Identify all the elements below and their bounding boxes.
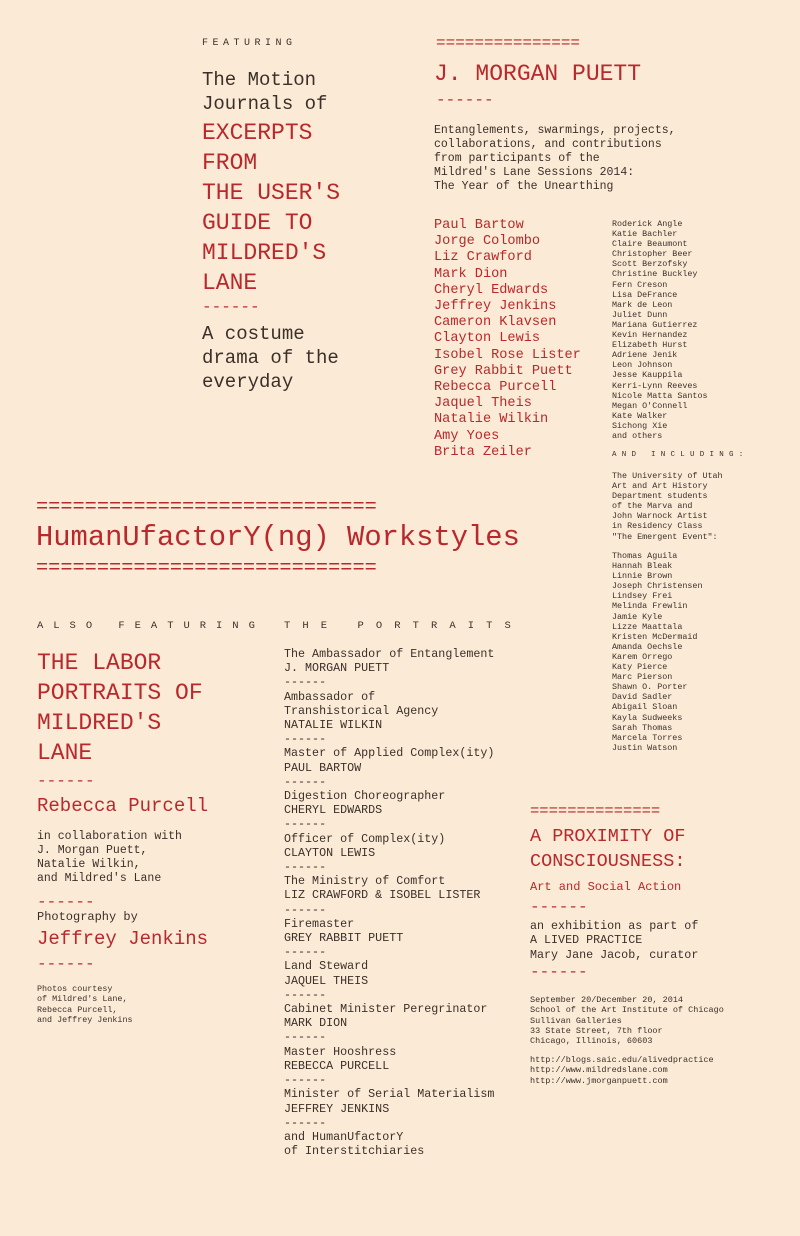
url-list [530, 1055, 714, 1086]
other-participant-name: Christine Buckley [612, 269, 698, 280]
student-name: Marc Pierson [612, 672, 673, 683]
student-name: Justin Watson [612, 742, 678, 753]
utah-line: of the Marva and [612, 501, 693, 512]
title-line: THE USER'S [202, 180, 341, 206]
portrait-person: CLAYTON LEWIS [284, 845, 376, 860]
other-participant-name: Christopher Beer [612, 249, 693, 260]
photography-label: Photography by [37, 910, 138, 924]
portrait-role: Master of Applied Complex(ity) [284, 746, 495, 761]
other-participant-name: Kerri-Lynn Reeves [612, 380, 698, 391]
other-participant-name: Jesse Kauppila [612, 370, 683, 381]
exhibition-line: an exhibition as part of [530, 919, 699, 933]
other-participant-name: Fern Creson [612, 279, 668, 290]
courtesy-line: of Mildred's Lane, [37, 994, 128, 1005]
student-name: Kristen McDermaid [612, 631, 698, 642]
participant-name: Grey Rabbit Puett [434, 363, 573, 379]
description-line: Entanglements, swarmings, projects, [434, 124, 676, 137]
other-participant-name: Kate Walker [612, 410, 668, 421]
featuring-dash: ------ [202, 298, 260, 316]
student-name: Thomas Aguila [612, 551, 678, 561]
featuring-intro: The Motion Journals of [202, 69, 328, 115]
other-participant-name: and others [612, 430, 663, 441]
participant-name: Paul Bartow [434, 218, 524, 233]
portrait-person: JEFFREY JENKINS [284, 1101, 390, 1116]
participant-name: Liz Crawford [434, 250, 532, 266]
participants-list [434, 218, 581, 461]
participant-name: Clayton Lewis [434, 331, 541, 347]
portrait-role: Officer of Complex(ity) [284, 831, 446, 846]
description-line: from participants of the [434, 152, 600, 165]
portrait-role: Digestion Choreographer [284, 789, 446, 804]
labor-portraits-title [37, 648, 203, 768]
also-featuring-label: ALSO FEATURING [37, 620, 265, 632]
utah-line: in Residency Class [612, 521, 703, 532]
others-list [612, 219, 708, 441]
portrait-person: PAUL BARTOW [284, 760, 362, 775]
venue-line: Sullivan Galleries [530, 1015, 622, 1026]
utah-line: Art and Art History [612, 481, 708, 492]
portrait-separator: ------ [284, 774, 327, 789]
utah-line: Department students [612, 491, 708, 502]
title-line: A PROXIMITY OF [530, 826, 686, 847]
title-line: FROM [202, 150, 258, 176]
title-line: PORTRAITS OF [37, 680, 203, 706]
photographer-name: Jeffrey Jenkins [37, 928, 209, 950]
other-participant-name: Nicole Matta Santos [612, 390, 708, 401]
collab-line: J. Morgan Puett, [37, 844, 148, 857]
other-participant-name: Kevin Hernandez [612, 330, 688, 341]
participant-name: Amy Yoes [434, 428, 500, 444]
description-line: collaborations, and contributions [434, 138, 662, 151]
student-name: Katy Pierce [612, 662, 668, 673]
title-line: THE LABOR [37, 650, 162, 676]
subtitle-line: everyday [202, 371, 294, 393]
portrait-role: The Ministry of Comfort [284, 874, 446, 889]
portrait-person: GREY RABBIT PUETT [284, 931, 404, 946]
other-participant-name: Claire Beaumont [612, 239, 688, 250]
student-name: Lizze Maattala [612, 621, 683, 632]
utah-line: The University of Utah [612, 471, 723, 481]
workstyles-title: HumanUfactorY(ng) Workstyles [36, 521, 520, 554]
participant-name: Natalie Wilkin [434, 412, 549, 428]
collab-line: and Mildred's Lane [37, 872, 162, 885]
student-name: Karem Orrego [612, 651, 673, 662]
puett-name: J. MORGAN PUETT [434, 61, 642, 87]
proximity-dash-2: ------ [530, 963, 588, 981]
student-name: Melinda Frewlin [612, 601, 688, 612]
participant-name: Jeffrey Jenkins [434, 299, 557, 315]
portrait-separator: ------ [284, 1030, 327, 1045]
subtitle-line: drama of the [202, 347, 339, 369]
other-participant-name: Katie Bachler [612, 229, 678, 240]
portrait-separator: ------ [284, 902, 327, 917]
workstyles-rule-bottom: ============================ [36, 557, 377, 580]
portrait-person: NATALIE WILKIN [284, 718, 383, 733]
featuring-label: FEATURING [202, 38, 297, 49]
subtitle-line: A costume [202, 323, 305, 345]
student-name: Abigail Sloan [612, 702, 678, 713]
venue-line: 33 State Street, 7th floor [530, 1025, 663, 1036]
puett-rule: =============== [436, 34, 581, 52]
participant-name: Jorge Colombo [434, 234, 541, 250]
featuring-subtitle [202, 322, 339, 394]
portrait-role: Land Steward [284, 959, 369, 974]
portrait-role: Master Hooshress [284, 1044, 397, 1059]
participant-name: Isobel Rose Lister [434, 347, 581, 363]
other-participant-name: Sichong Xie [612, 420, 668, 431]
portrait-separator: ------ [284, 860, 327, 875]
other-participant-name: Adriene Jenik [612, 350, 678, 361]
student-name: Sarah Thomas [612, 722, 673, 733]
portrait-closing-line: of Interstitchiaries [284, 1144, 425, 1159]
url-line: http://www.jmorganpuett.com [530, 1075, 668, 1086]
portrait-separator: ------ [284, 732, 327, 747]
portrait-person: CHERYL EDWARDS [284, 803, 383, 818]
collab-line: Natalie Wilkin, [37, 858, 141, 871]
portrait-person: JAQUEL THEIS [284, 973, 369, 988]
other-participant-name: Megan O'Connell [612, 400, 688, 411]
exhibition-info [530, 919, 698, 962]
other-participant-name: Mark de Leon [612, 299, 673, 310]
portrait-role: Ambassador of [284, 689, 376, 704]
other-participant-name: Juliet Dunn [612, 309, 668, 320]
student-name: Shawn O. Porter [612, 682, 688, 693]
student-name: Marcela Torres [612, 732, 683, 743]
portrait-person: LIZ CRAWFORD & ISOBEL LISTER [284, 888, 481, 903]
title-line: EXCERPTS [202, 120, 313, 146]
portrait-person: J. MORGAN PUETT [284, 661, 390, 676]
collaboration-credits [37, 830, 182, 886]
other-participant-name: Leon Johnson [612, 360, 673, 371]
featuring-title [202, 118, 340, 298]
portrait-role: Firemaster [284, 916, 355, 931]
puett-description [434, 124, 676, 194]
other-participant-name: Lisa DeFrance [612, 289, 678, 300]
participant-name: Jaquel Theis [434, 396, 532, 412]
venue-line: Chicago, Illinois, 60603 [530, 1036, 653, 1047]
other-participant-name: Mariana Gutierrez [612, 319, 698, 330]
url-line: http://blogs.saic.edu/alivedpractice [530, 1055, 714, 1065]
portrait-separator: ------ [284, 987, 327, 1002]
portrait-role: Transhistorical Agency [284, 703, 439, 718]
other-participant-name: Elizabeth Hurst [612, 340, 688, 351]
participant-name: Rebecca Purcell [434, 380, 557, 396]
student-name: Lindsey Frei [612, 591, 673, 602]
proximity-dash-1: ------ [530, 898, 588, 916]
portrait-separator: ------ [284, 817, 327, 832]
also-dash-1: ------ [37, 772, 95, 790]
portrait-closing-line: and HumanUfactorY [284, 1129, 404, 1144]
exhibition-line: Mary Jane Jacob, curator [530, 947, 699, 962]
other-participant-name: Scott Berzofsky [612, 259, 688, 270]
portrait-role: The Ambassador of Entanglement [284, 647, 495, 661]
portrait-separator: ------ [284, 945, 327, 960]
participant-name: Mark Dion [434, 266, 508, 282]
author-name: Rebecca Purcell [37, 795, 209, 817]
title-line: LANE [202, 270, 258, 296]
url-line: http://www.mildredslane.com [530, 1065, 668, 1076]
exhibition-line: A LIVED PRACTICE [530, 933, 643, 948]
participant-name: Cheryl Edwards [434, 282, 549, 298]
proximity-rule: ============== [530, 802, 661, 820]
title-line: CONSCIOUSNESS: [530, 851, 686, 872]
including-label: AND INCLUDING: [612, 451, 749, 459]
proximity-subtitle: Art and Social Action [530, 880, 682, 894]
description-line: The Year of the Unearthing [434, 180, 614, 193]
venue-info [530, 995, 724, 1046]
courtesy-line: Rebecca Purcell, [37, 1004, 118, 1015]
student-name: Linnie Brown [612, 571, 673, 582]
participant-name: Cameron Klavsen [434, 315, 557, 331]
student-name: Hannah Bleak [612, 561, 673, 572]
portrait-person: REBECCA PURCELL [284, 1058, 390, 1073]
student-name: Joseph Christensen [612, 581, 703, 592]
venue-line: September 20/December 20, 2014 [530, 995, 684, 1005]
title-line: GUIDE TO [202, 210, 313, 236]
portrait-role: Cabinet Minister Peregrinator [284, 1002, 488, 1017]
description-line: Mildred's Lane Sessions 2014: [434, 166, 635, 179]
courtesy-line: Photos courtesy [37, 984, 113, 994]
student-name: Amanda Oechsle [612, 641, 683, 652]
title-line: MILDRED'S [202, 240, 327, 266]
student-name: Jamie Kyle [612, 611, 663, 622]
title-line: MILDRED'S [37, 710, 162, 736]
participant-name: Brita Zeiler [434, 444, 532, 460]
utah-line: "The Emergent Event": [612, 531, 718, 542]
venue-line: School of the Art Institute of Chicago [530, 1005, 724, 1016]
portraits-list [284, 647, 494, 1158]
student-name: David Sadler [612, 692, 673, 703]
other-participant-name: Roderick Angle [612, 219, 683, 229]
title-line: LANE [37, 740, 93, 766]
photo-courtesy [37, 984, 133, 1025]
portrait-separator: ------ [284, 1073, 327, 1088]
proximity-title [530, 824, 685, 874]
students-list [612, 551, 702, 753]
collab-line: in collaboration with [37, 830, 182, 843]
portraits-label: THE PORTRAITS [284, 620, 523, 632]
portrait-separator: ------ [284, 1115, 327, 1130]
puett-dash: ------ [436, 91, 494, 109]
also-dash-2: ------ [37, 893, 95, 911]
portrait-separator: ------ [284, 675, 327, 690]
student-name: Kayla Sudweeks [612, 712, 683, 723]
portrait-person: MARK DION [284, 1016, 348, 1031]
courtesy-line: and Jeffrey Jenkins [37, 1014, 133, 1025]
also-dash-3: ------ [37, 955, 95, 973]
utah-line: John Warnock Artist [612, 511, 708, 522]
portrait-role: Minister of Serial Materialism [284, 1087, 495, 1102]
utah-description [612, 471, 723, 542]
workstyles-rule-top: ============================ [36, 496, 377, 519]
